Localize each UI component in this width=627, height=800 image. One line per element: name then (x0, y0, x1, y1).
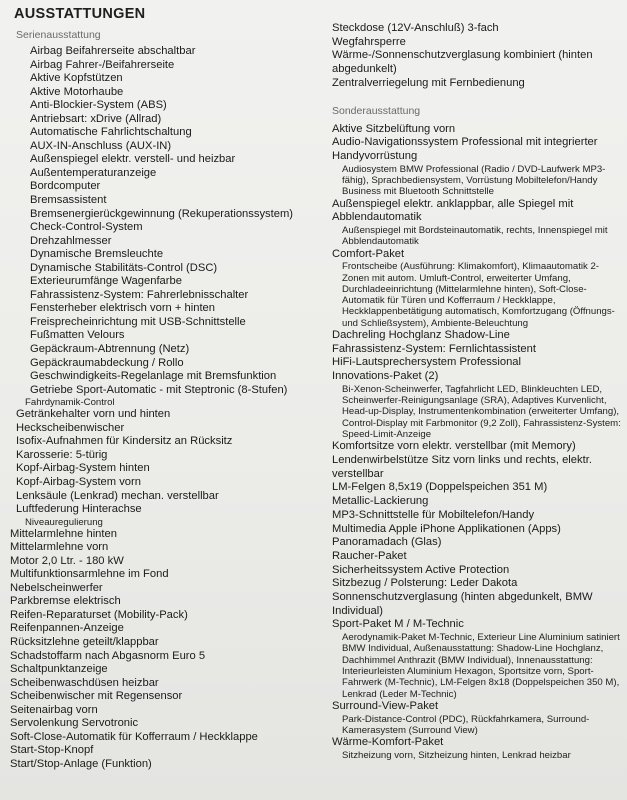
section-heading-standard: Serienausstattung (16, 29, 101, 41)
equipment-item: Mittelarmlehne hinten (10, 527, 117, 540)
equipment-item: Geschwindigkeits-Regelanlage mit Bremsfunktion (30, 370, 277, 383)
equipment-detail: Bi-Xenon-Scheinwerfer, Tagfahrlicht LED, Blinkleuchten LED, Scheinwerfer-Reinigungsanlage (SRA), Adaptives Kurvenlicht, Head-up-Display, Instrumentenkombination (erweiterter Umfang), Control-Display mit Farbmonitor (9,2 Zoll), Fahrassistenz-System: Speed-Limit-Anzeige (342, 383, 621, 440)
section-heading-optional: Sonderausstattung (332, 104, 421, 117)
equipment-item: Gepäckraum-Abtrennung (Netz) (30, 343, 190, 356)
equipment-item: Bremsassistent (30, 194, 107, 207)
equipment-item: Scheibenwaschdüsen heizbar (10, 676, 159, 689)
equipment-item: Fußmatten Velours (30, 329, 125, 342)
equipment-item: Nebelscheinwerfer (10, 581, 103, 594)
equipment-detail: Sitzheizung vorn, Sitzheizung hinten, Lenkrad heizbar (342, 749, 571, 761)
equipment-item: Servolenkung Servotronic (10, 717, 139, 730)
equipment-item: Karosserie: 5-türig (16, 448, 108, 461)
equipment-detail: Park-Distance-Control (PDC), Rückfahrkamera, Surround-Kamerasystem (Surround View) (342, 713, 590, 736)
equipment-item: Getriebe Sport-Automatic - mit Steptronic (8-Stufen) (30, 383, 288, 396)
equipment-column-right (332, 22, 624, 761)
equipment-item: Wärme-/Sonnenschutzverglasung kombiniert (hinten abgedunkelt) (332, 49, 593, 76)
equipment-item: Comfort-Paket (332, 247, 405, 260)
equipment-detail: Fahrdynamik-Control (25, 397, 115, 409)
equipment-item: Komfortsitze vorn elektr. verstellbar (mit Memory) (332, 440, 576, 453)
equipment-item: Lendenwirbelstütze Sitz vorn links und rechts, elektr. verstellbar (332, 454, 592, 480)
equipment-item: LM-Felgen 8,5x19 (Doppelspeichen 351 M) (332, 481, 548, 494)
equipment-item: Aktive Sitzbelüftung vorn (332, 122, 456, 135)
equipment-item: Bordcomputer (30, 180, 101, 193)
equipment-item: Außentemperaturanzeige (30, 166, 157, 179)
equipment-item: Drehzahlmesser (30, 234, 112, 247)
equipment-item: AUX-IN-Anschluss (AUX-IN) (30, 139, 172, 152)
equipment-item: Anti-Blockier-System (ABS) (30, 99, 167, 112)
optional-equipment-list (332, 123, 624, 762)
equipment-item: Schadstoffarm nach Abgasnorm Euro 5 (10, 649, 206, 662)
equipment-item: Dynamische Bremsleuchte (30, 248, 164, 261)
equipment-item: Aktive Motorhaube (30, 85, 124, 98)
equipment-item: Check-Control-System (30, 221, 143, 234)
equipment-item: Fensterheber elektrisch vorn + hinten (30, 302, 216, 315)
equipment-item: Surround-View-Paket (332, 699, 439, 712)
equipment-item: Außenspiegel elektr. verstell- und heizbar (30, 153, 236, 166)
equipment-item: Start/Stop-Anlage (Funktion) (10, 757, 152, 770)
equipment-item: Scheibenwischer mit Regensensor (10, 690, 183, 703)
equipment-detail: Frontscheibe (Ausführung: Klimakomfort), Klimaautomatik 2-Zonen mit autom. Umluft-Control, erweiterter Umfang, Durchladeeinrichtung (Mittelarmlehne hinten), Soft-Close-Automatik für Türen und Kofferraum / Heckklappe, Heckklappenbetätigung automatisch, Komfortzugang (Öffnungs- und Schließsystem), Ambiente-Beleuchtung (342, 261, 615, 329)
equipment-item: Airbag Beifahrerseite abschaltbar (30, 45, 196, 57)
equipment-item: Isofix-Aufnahmen für Kindersitz an Rücksitz (16, 435, 233, 448)
equipment-item: Sitzbezug / Polsterung: Leder Dakota (332, 577, 518, 590)
standard-equipment-list (10, 45, 320, 771)
equipment-item: Audio-Navigationssystem Professional mit integrierter Handyvorrüstung (332, 136, 598, 162)
equipment-item: Mittelarmlehne vorn (10, 541, 109, 554)
equipment-item: Rücksitzlehne geteilt/klappbar (10, 635, 159, 648)
equipment-item: Sonnenschutzverglasung (hinten abgedunkelt, BMW Individual) (332, 591, 593, 617)
equipment-item: Reifen-Reparaturset (Mobility-Pack) (10, 608, 188, 621)
equipment-item: Heckscheibenwischer (16, 421, 125, 434)
equipment-item: Exterieurumfänge Wagenfarbe (30, 275, 182, 288)
equipment-item: Dachreling Hochglanz Shadow-Line (332, 329, 510, 341)
standard-equipment-list-continued (332, 22, 624, 91)
equipment-item: Sport-Paket M / M-Technic (332, 618, 464, 631)
equipment-item: Motor 2,0 Ltr. - 180 kW (10, 554, 124, 567)
equipment-detail: Audiosystem BMW Professional (Radio / DVD-Laufwerk MP3-fähig), Sprachbediensystem, Vorrüstung Mobiltelefon/Handy Business mit Bluetooth Schnittstelle (342, 163, 606, 198)
equipment-item: Steckdose (12V-Anschluß) 3-fach (332, 22, 499, 34)
page-title: AUSSTATTUNGEN (14, 6, 146, 22)
equipment-item: Dynamische Stabilitäts-Control (DSC) (30, 261, 218, 274)
equipment-item: Fahrassistenz-System: Fahrerlebnisschalter (30, 288, 249, 301)
equipment-item: Sicherheitssystem Active Protection (332, 563, 510, 576)
equipment-item: Multifunktionsarmlehne im Fond (10, 568, 169, 581)
equipment-item: Schaltpunktanzeige (10, 663, 108, 676)
equipment-item: Metallic-Lackierung (332, 495, 429, 508)
equipment-item: Luftfederung Hinterachse (16, 503, 142, 516)
equipment-item: Airbag Fahrer-/Beifahrerseite (30, 58, 175, 71)
equipment-item: Gepäckraumabdeckung / Rollo (30, 356, 184, 369)
equipment-item: HiFi-Lautsprechersystem Professional (332, 356, 522, 369)
equipment-item: Soft-Close-Automatik für Kofferraum / Heckklappe (10, 730, 258, 743)
equipment-item: Innovations-Paket (2) (332, 370, 439, 383)
equipment-item: Reifenpannen-Anzeige (10, 622, 124, 635)
equipment-item: Freisprecheinrichtung mit USB-Schnittstelle (30, 315, 246, 328)
equipment-detail: Aerodynamik-Paket M-Technic, Exterieur Line Aluminium satiniert BMW Individual, Außenausstattung: Shadow-Line Hochglanz, Dachhimmel Anthrazit (BMW Individual), Innenausstattung: Interieurleisten Aluminium Hexagon, Sportsitze vorn, Sport-Fahrwerk (M-Technic), LM-Felgen 8x18 (Doppelspeichen 350 M), Lenkrad (Leder M-Technic) (342, 632, 620, 700)
equipment-item: Kopf-Airbag-System hinten (16, 462, 150, 475)
equipment-detail: Niveauregulierung (25, 516, 103, 528)
equipment-item: Lenksäule (Lenkrad) mechan. verstellbar (16, 489, 219, 502)
equipment-item: Raucher-Paket (332, 549, 407, 562)
equipment-item: Start-Stop-Knopf (10, 744, 94, 757)
equipment-item: Seitenairbag vorn (10, 703, 98, 716)
equipment-item: Parkbremse elektrisch (10, 595, 121, 608)
equipment-item: Außenspiegel elektr. anklappbar, alle Spiegel mit Abblendautomatik (332, 197, 574, 224)
equipment-item: Kopf-Airbag-System vorn (16, 475, 141, 488)
equipment-item: Fahrassistenz-System: Fernlichtassistent (332, 342, 536, 355)
equipment-item: Panoramadach (Glas) (332, 536, 442, 549)
equipment-item: Getränkehalter vorn und hinten (16, 408, 171, 421)
standard-equipment-column (10, 29, 320, 771)
equipment-item: Multimedia Apple iPhone Applikationen (Apps) (332, 522, 561, 535)
equipment-item: Zentralverriegelung mit Fernbedienung (332, 76, 525, 89)
equipment-item: Wärme-Komfort-Paket (332, 736, 444, 749)
equipment-item: Bremsenergierückgewinnung (Rekuperationssystem) (30, 207, 294, 220)
equipment-item: Wegfahrsperre (332, 35, 406, 48)
equipment-item: Antriebsart: xDrive (Allrad) (30, 112, 162, 125)
equipment-item: Aktive Kopfstützen (30, 72, 123, 85)
equipment-item: MP3-Schnittstelle für Mobiltelefon/Handy (332, 508, 535, 521)
equipment-item: Automatische Fahrlichtschaltung (30, 126, 192, 139)
equipment-detail: Außenspiegel mit Bordsteinautomatik, rechts, Innenspiegel mit Abblendautomatik (342, 224, 608, 248)
